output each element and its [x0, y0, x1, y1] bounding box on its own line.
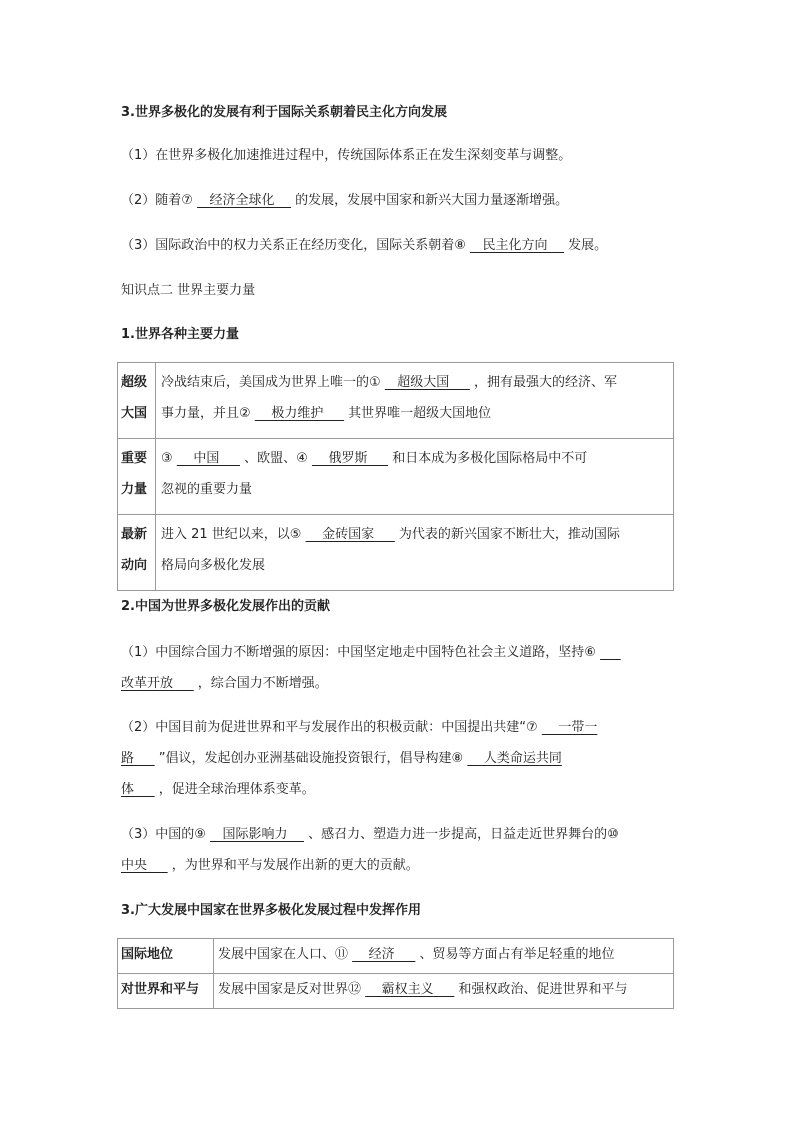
subsection-2-heading: 2.中国为世界多极化发展作出的贡献	[121, 599, 330, 614]
row-content	[214, 974, 674, 1009]
paragraph-c-2-line-2	[121, 750, 562, 768]
answer-4: 俄罗斯	[311, 451, 389, 466]
paragraph-c-3-line-2	[121, 857, 419, 875]
answer-9: 国际影响力	[210, 827, 304, 842]
text: 其世界唯一超级大国地位	[344, 406, 492, 421]
row-label: 对世界和平与	[118, 974, 214, 1009]
text: ，综合国力不断增强。	[193, 676, 328, 691]
text: 发展。	[564, 238, 608, 253]
answer-10: 中央	[121, 858, 168, 873]
row-content	[214, 939, 674, 974]
text: （3）国际政治中的权力关系正在经历变化，国际关系朝着⑧	[121, 238, 471, 253]
row-content	[156, 363, 674, 439]
answer-8: 民主化方向	[470, 238, 564, 253]
label-line: 力量	[121, 482, 148, 497]
content-line	[161, 367, 669, 398]
answer-7: 一带一	[541, 720, 598, 735]
text: 事力量，并且②	[161, 406, 255, 421]
paragraph-c-2-line-3	[121, 781, 315, 799]
knowledge-point-2-title: 知识点二 世界主要力量	[121, 283, 256, 298]
paragraph-3-3	[121, 237, 607, 255]
table-row	[118, 974, 674, 1009]
answer-8: 人类命运共同	[467, 751, 562, 766]
answer-12: 霸权主义	[365, 982, 455, 997]
answer-2: 极力维护	[254, 406, 344, 421]
subsection-1-heading: 1.世界各种主要力量	[121, 327, 239, 342]
text: 、感召力、塑造力进一步提高，日益走近世界舞台的⑩	[304, 827, 619, 842]
paragraph-c-2-line-1	[121, 719, 597, 737]
text: 和日本成为多极化国际格局中不可	[388, 451, 588, 466]
developing-countries-table	[117, 938, 674, 1009]
label-line: 超级	[121, 375, 148, 390]
row-label	[118, 439, 156, 515]
text: ，促进全球治理体系变革。	[154, 782, 315, 797]
section-3-heading: 3.世界多极化的发展有利于国际关系朝着民主化方向发展	[121, 105, 447, 120]
text: （2）随着⑦	[121, 193, 198, 208]
content-line: 格局向多极化发展	[161, 558, 266, 573]
row-label	[118, 363, 156, 439]
row-label	[118, 515, 156, 591]
answer-7: 经济全球化	[197, 193, 291, 208]
answer-11: 经济	[352, 947, 416, 962]
answer-6	[600, 645, 621, 660]
text: ”倡议，发起创办亚洲基础设施投资银行，倡导构建⑧	[154, 751, 468, 766]
answer-1: 超级大国	[384, 375, 470, 390]
content-line	[161, 443, 669, 474]
text: 的发展，发展中国家和新兴大国力量逐渐增强。	[291, 193, 569, 208]
text: 冷战结束后，美国成为世界上唯一的①	[161, 375, 385, 390]
table-row	[118, 439, 674, 515]
row-content	[156, 439, 674, 515]
table-row	[118, 363, 674, 439]
text: ③	[161, 451, 177, 466]
text: 和强权政治、促进世界和平与	[454, 982, 628, 997]
label-line: 最新	[121, 527, 148, 542]
text: 为代表的新兴国家不断壮大，推动国际	[394, 527, 620, 542]
content-line: 忽视的重要力量	[161, 482, 253, 497]
content-line	[161, 519, 669, 550]
answer-7: 路	[121, 751, 155, 766]
text: 进入 21 世纪以来，以⑤	[161, 527, 306, 542]
label-line: 动向	[121, 558, 148, 573]
paragraph-c-1-line-2	[121, 675, 328, 693]
table-row	[118, 515, 674, 591]
paragraph-c-3-line-1	[121, 826, 619, 844]
answer-6: 改革开放	[121, 676, 194, 691]
text: 发展中国家在人口、⑪	[218, 947, 353, 962]
text: （3）中国的⑨	[121, 827, 211, 842]
answer-5: 金砖国家	[305, 527, 395, 542]
major-forces-table	[117, 362, 674, 591]
text: ，拥有最强大的经济、军	[469, 375, 617, 390]
text: ，为世界和平与发展作出新的更大的贡献。	[167, 858, 419, 873]
text: （2）中国目前为促进世界和平与发展作出的积极贡献：中国提出共建“⑦	[121, 720, 542, 735]
paragraph-c-1-line-1	[121, 644, 621, 662]
content-line	[161, 398, 669, 429]
answer-3: 中国	[176, 451, 240, 466]
paragraph-3-2	[121, 192, 568, 210]
text: 发展中国家是反对世界⑫	[218, 982, 366, 997]
row-label: 国际地位	[118, 939, 214, 974]
row-content	[156, 515, 674, 591]
label-line: 重要	[121, 451, 148, 466]
text: 、欧盟、④	[240, 451, 312, 466]
paragraph-3-1: （1）在世界多极化加速推进过程中，传统国际体系正在发生深刻变革与调整。	[121, 148, 572, 163]
subsection-3-heading: 3.广大发展中国家在世界多极化发展过程中发挥作用	[121, 903, 421, 918]
label-line: 大国	[121, 406, 148, 421]
text: 、贸易等方面占有举足轻重的地位	[415, 947, 615, 962]
table-row	[118, 939, 674, 974]
text: （1）中国综合国力不断增强的原因：中国坚定地走中国特色社会主义道路，坚持⑥	[121, 645, 601, 660]
answer-8: 体	[121, 782, 155, 797]
